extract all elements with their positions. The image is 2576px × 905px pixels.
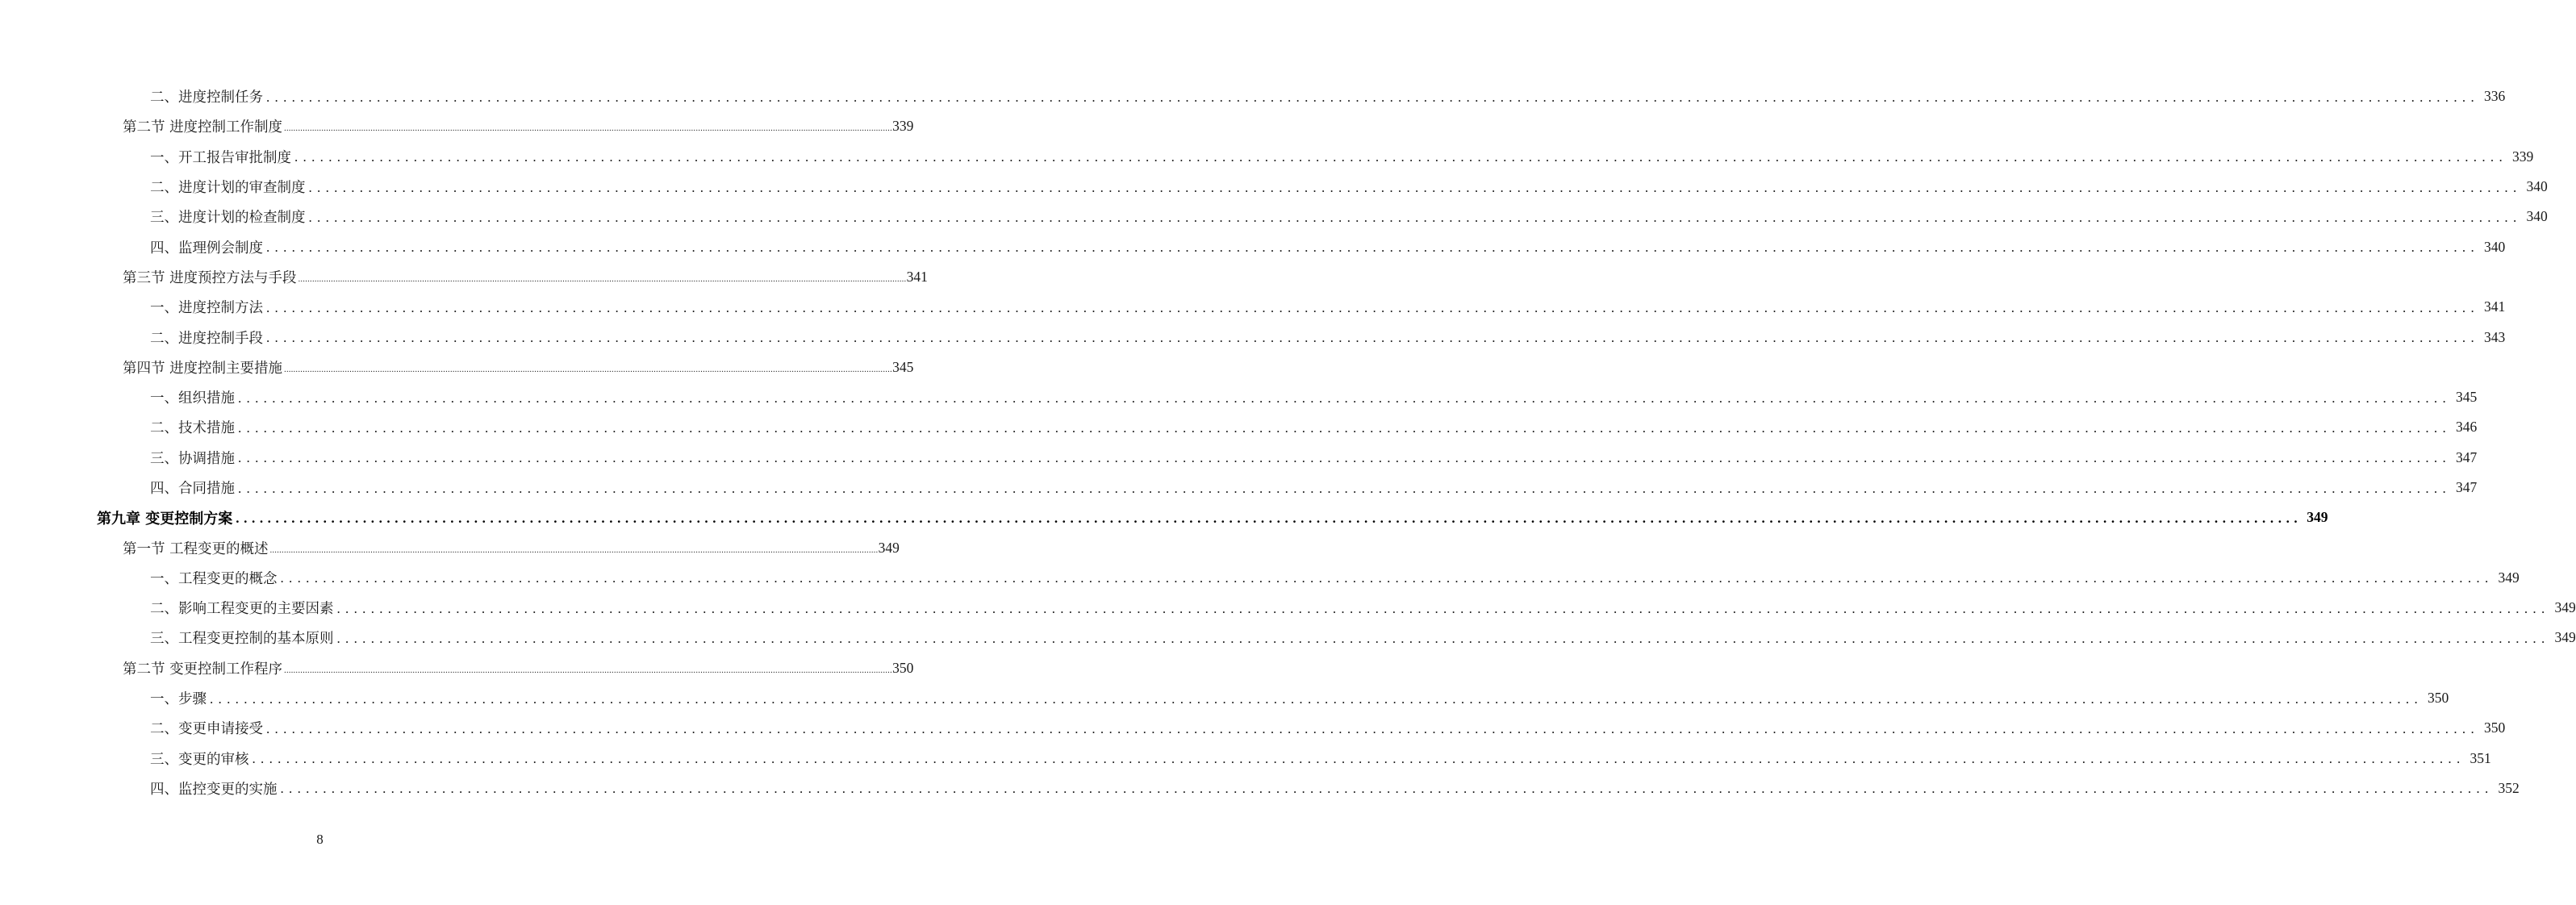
toc-entry-page-number: 340 [2526, 208, 2548, 225]
toc-entry-section[interactable] [0, 352, 914, 382]
toc-entry-title: 一、进度控制方法 [150, 300, 263, 317]
toc-entry-title: 二、技术措施 [150, 420, 235, 437]
toc-entry-page-number: 349 [878, 539, 900, 556]
dot-leader: .................................................................................................................................................................................................................................................................... [269, 545, 879, 555]
toc-entry-section[interactable] [0, 262, 928, 292]
toc-entry-title: 三、工程变更控制的基本原则 [150, 631, 334, 648]
dot-leader: .................................................................................................................................................................................................................................................................... [336, 600, 2550, 616]
toc-entry-page-number: 345 [892, 358, 914, 375]
dot-leader: .................................................................................................................................................................................................................................................................... [266, 89, 2479, 105]
toc-entry-page-number: 350 [892, 659, 914, 676]
dot-leader: .................................................................................................................................................................................................................................................................... [238, 480, 2451, 496]
toc-entry-title: 四、监理例会制度 [150, 240, 263, 256]
toc-entry-section[interactable] [0, 532, 900, 562]
toc-entry-page-number: 350 [2428, 690, 2449, 707]
toc-entry-page-number: 350 [2484, 719, 2506, 736]
toc-entry-item[interactable] [0, 292, 2506, 322]
dot-leader: .................................................................................................................................................................................................................................................................... [280, 781, 2494, 797]
dot-leader: .................................................................................................................................................................................................................................................................... [236, 510, 2303, 526]
toc-entry-item[interactable] [0, 142, 2534, 172]
toc-entry-title: 二、变更申请接受 [150, 721, 263, 738]
dot-leader: .................................................................................................................................................................................................................................................................... [336, 630, 2550, 646]
toc-entry-title: 三、协调措施 [150, 450, 235, 467]
toc-entry-title: 四、合同措施 [150, 481, 235, 497]
dot-leader: .................................................................................................................................................................................................................................................................... [308, 179, 2522, 195]
toc-entry-item[interactable] [0, 172, 2548, 202]
toc-entry-chapter[interactable] [0, 503, 2328, 532]
toc-entry-item[interactable] [0, 231, 2506, 261]
toc-entry-title: 二、进度计划的审查制度 [150, 180, 306, 197]
dot-leader: .................................................................................................................................................................................................................................................................... [252, 751, 2465, 767]
toc-entry-page-number: 352 [2498, 779, 2520, 796]
toc-entry-title: 四、监控变更的实施 [150, 781, 278, 798]
dot-leader: .................................................................................................................................................................................................................................................................... [284, 124, 893, 134]
toc-entry-item[interactable] [0, 623, 2576, 653]
toc-entry-title: 第三节 进度预控方法与手段 [123, 269, 297, 286]
toc-entry-section[interactable] [0, 111, 914, 141]
toc-entry-title: 第二节 进度控制工作制度 [123, 119, 283, 136]
toc-entry-page-number: 336 [2484, 88, 2506, 105]
toc-entry-page-number: 349 [2498, 569, 2520, 586]
toc-entry-item[interactable] [0, 81, 2506, 111]
dot-leader: .................................................................................................................................................................................................................................................................... [280, 570, 2494, 586]
toc-entry-page-number: 349 [2307, 509, 2328, 526]
toc-entry-title: 三、进度计划的检查制度 [150, 210, 306, 227]
toc-entry-title: 一、开工报告审批制度 [150, 149, 291, 166]
dot-leader: .................................................................................................................................................................................................................................................................... [294, 149, 2507, 165]
toc-entry-title: 二、进度控制手段 [150, 330, 263, 347]
toc-entry-title: 第四节 进度控制主要措施 [123, 360, 283, 377]
toc-entry-page-number: 349 [2554, 629, 2576, 646]
toc-entry-page-number: 346 [2456, 419, 2478, 436]
toc-entry-title: 第九章 变更控制方案 [97, 510, 233, 528]
toc-entry-page-number: 351 [2470, 749, 2491, 766]
toc-entry-item[interactable] [0, 443, 2478, 473]
toc-entry-title: 一、步骤 [150, 691, 207, 708]
toc-entry-page-number: 347 [2456, 448, 2478, 465]
toc-entry-page-number: 349 [2554, 599, 2576, 616]
toc-entry-page-number: 343 [2484, 328, 2506, 345]
dot-leader: .................................................................................................................................................................................................................................................................... [238, 390, 2451, 406]
dot-leader: .................................................................................................................................................................................................................................................................... [284, 665, 893, 675]
toc-entry-page-number: 339 [2512, 148, 2534, 165]
toc-entry-section[interactable] [0, 653, 914, 683]
toc-entry-title: 第二节 变更控制工作程序 [123, 661, 283, 678]
toc-entry-title: 二、影响工程变更的主要因素 [150, 601, 334, 618]
toc-entry-item[interactable] [0, 563, 2520, 593]
dot-leader: .................................................................................................................................................................................................................................................................... [266, 330, 2479, 346]
toc-entry-item[interactable] [0, 683, 2449, 713]
toc-entry-item[interactable] [0, 202, 2548, 231]
dot-leader: .................................................................................................................................................................................................................................................................... [266, 299, 2479, 315]
dot-leader: .................................................................................................................................................................................................................................................................... [284, 365, 893, 374]
dot-leader: .................................................................................................................................................................................................................................................................... [266, 240, 2479, 256]
toc-entry-title: 三、变更的审核 [150, 751, 249, 768]
dot-leader: .................................................................................................................................................................................................................................................................... [210, 690, 2423, 707]
toc-entry-item[interactable] [0, 744, 2491, 774]
toc-entry-page-number: 341 [2484, 298, 2506, 315]
toc-entry-item[interactable] [0, 713, 2506, 743]
toc-entry-item[interactable] [0, 473, 2478, 503]
toc-entry-page-number: 340 [2526, 178, 2548, 195]
dot-leader: .................................................................................................................................................................................................................................................................... [238, 450, 2451, 466]
dot-leader: .................................................................................................................................................................................................................................................................... [298, 274, 907, 284]
toc-entry-page-number: 347 [2456, 479, 2478, 495]
toc-entry-item[interactable] [0, 412, 2478, 442]
toc-entry-item[interactable] [0, 774, 2520, 803]
dot-leader: .................................................................................................................................................................................................................................................................... [308, 209, 2522, 225]
toc-entry-title: 第一节 工程变更的概述 [123, 540, 269, 557]
table-of-contents [0, 81, 2576, 803]
toc-entry-page-number: 341 [906, 268, 928, 285]
toc-entry-item[interactable] [0, 593, 2576, 623]
toc-entry-title: 一、组织措施 [150, 390, 235, 407]
toc-entry-page-number: 345 [2456, 389, 2478, 406]
toc-entry-item[interactable] [0, 322, 2506, 352]
toc-entry-page-number: 340 [2484, 238, 2506, 255]
toc-entry-page-number: 339 [892, 118, 914, 135]
toc-entry-title: 二、进度控制任务 [150, 90, 263, 106]
dot-leader: .................................................................................................................................................................................................................................................................... [238, 419, 2451, 436]
toc-entry-title: 一、工程变更的概念 [150, 570, 278, 587]
toc-entry-item[interactable] [0, 382, 2478, 412]
page-number: 8 [316, 832, 324, 847]
dot-leader: .................................................................................................................................................................................................................................................................... [266, 720, 2479, 736]
